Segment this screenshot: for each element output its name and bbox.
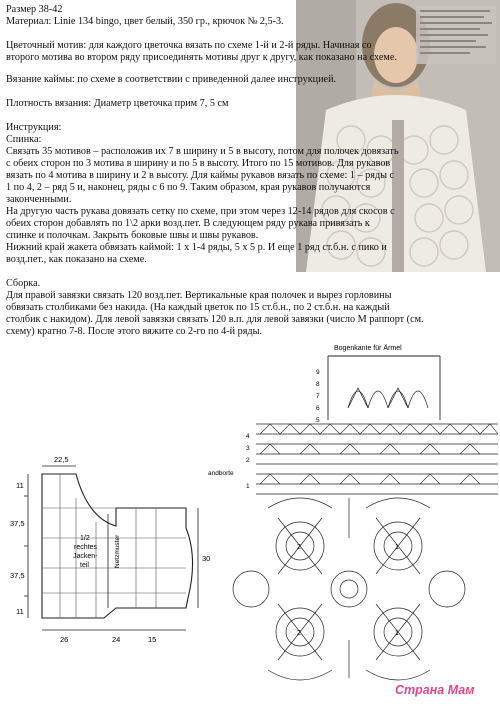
label-teil: teil — [80, 562, 89, 569]
dim-bottom-mid: 24 — [112, 635, 121, 644]
motif-num-bottom-left: 2 — [297, 630, 301, 637]
sleeve-line-3: спинке и полочкам. Закрыть боковые швы и швы рукавов. — [6, 230, 259, 241]
sleeve-edge-fans — [348, 388, 428, 408]
label-netzmuster: Netzmuster — [114, 534, 121, 568]
back-line-5: законченными. — [6, 194, 72, 205]
row-num-8: 8 — [316, 381, 320, 388]
row-num-6: 6 — [316, 405, 320, 412]
assembly-line-3: столбик с накидом). Для левой завязки связать 120 в.п. для левой завязки (число М раппорт (см. — [6, 314, 424, 325]
border-paragraph: Вязание каймы: по схеме в соответствии с приведенной далее инструкцией. — [6, 74, 337, 85]
motif-num-top-left: 2 — [297, 544, 301, 551]
label-jacken: Jacken- — [73, 553, 98, 560]
edge-line-1: Нижний край жакета обвязать каймой: 1 х 1-4 ряды, 5 х 5 р. И еще 1 ряд ст.б.н. с пико и — [6, 242, 387, 253]
dimension-lines — [24, 466, 198, 630]
row-num-2: 2 — [246, 457, 250, 464]
motif-paragraph-line-2: второго мотива во втором ряду присоединять мотивы друг к другу, как показано на схеме. — [6, 52, 397, 63]
back-line-1: Связать 35 мотивов – расположив их 7 в ширину и 5 в высоту, потом для полочек довязать — [6, 146, 399, 157]
label-andborte: andborte — [208, 470, 234, 477]
row-lines — [256, 424, 498, 494]
sleeve-edge-title: Bogenkante für Ärmel — [334, 345, 402, 352]
row-num-3: 3 — [246, 445, 250, 452]
sleeve-line-1: На другую часть рукава довязать сетку по схеме, при этом через 12-14 рядов для скосов с — [6, 206, 395, 217]
label-fraction: 1/2 — [80, 535, 90, 542]
motif-num-top-right: 1 — [395, 544, 399, 551]
edge-line-2: возд.пет., как показано на схеме. — [6, 254, 147, 265]
density-paragraph: Плотность вязания: Диаметр цветочка прим 7, 5 см — [6, 98, 229, 109]
assembly-heading: Сборка. — [6, 278, 41, 289]
assembly-line-4: схему) кратно 7-8. После этого вяжите со 2-го по 4-й ряды. — [6, 326, 262, 337]
dim-left-lower: 37,5 — [10, 571, 25, 580]
row-num-5: 5 — [316, 417, 320, 424]
instructions-heading: Инструкция: — [6, 122, 62, 133]
row-num-7: 7 — [316, 393, 320, 400]
assembly-line-1: Для правой завязки связать 120 возд.пет. Вертикальные края полочек и вырез горловины — [6, 290, 392, 301]
flower-motifs — [233, 498, 465, 680]
site-watermark-logo: Страна Мам — [395, 683, 475, 697]
assembly-line-2: обвязать столбиками без накида. (На каждый цветок по 15 ст.б.н., по 2 ст.б.н. на каждый — [6, 302, 390, 313]
row-num-4: 4 — [246, 433, 250, 440]
dim-bottom-left: 26 — [60, 635, 69, 644]
crochet-chart — [208, 338, 500, 706]
label-rechtes: rechtes — [74, 544, 97, 551]
material-line: Материал: Linie 134 bingo, цвет белый, 350 гр., крючок № 2,5-3. — [6, 16, 284, 27]
dim-left-mid: 37,5 — [10, 519, 25, 528]
back-line-4: 1 по 4, 2 – ряд 5 и, наконец, ряды с 6 по 9. Таким образом, края рукавов получаются — [6, 182, 371, 193]
dim-left-upper: 11 — [16, 481, 24, 490]
size-line: Размер 38-42 — [6, 4, 63, 15]
motif-num-bottom-right: 1 — [395, 630, 399, 637]
pattern-schematic — [8, 418, 223, 706]
back-heading: Спинка: — [6, 134, 42, 145]
sleeve-line-2: обеих сторон добавлять по 1\2 арки возд.пет. В следующем ряду рукава привязать к — [6, 218, 370, 229]
back-line-3: вязать по 4 мотива в ширину и 2 в высоту. Для каймы рукавов вязать по схеме: 1 – ряды с — [6, 170, 395, 181]
dim-left-bottom: 11 — [16, 607, 24, 616]
dim-top-width: 22,5 — [54, 455, 69, 464]
row-num-1: 1 — [246, 483, 250, 490]
motif-paragraph-line-1: Цветочный мотив: для каждого цветочка вязать по схеме 1-й и 2-й ряды. Начиная со — [6, 40, 372, 51]
dim-bottom-right: 15 — [148, 635, 157, 644]
row-num-9: 9 — [316, 369, 320, 376]
back-line-2: с обеих сторон по 3 мотива в ширину и по 5 в высоту. Итого по 15 мотивов. Для рукавов — [6, 158, 391, 169]
dim-right-height: 30 — [202, 554, 211, 563]
